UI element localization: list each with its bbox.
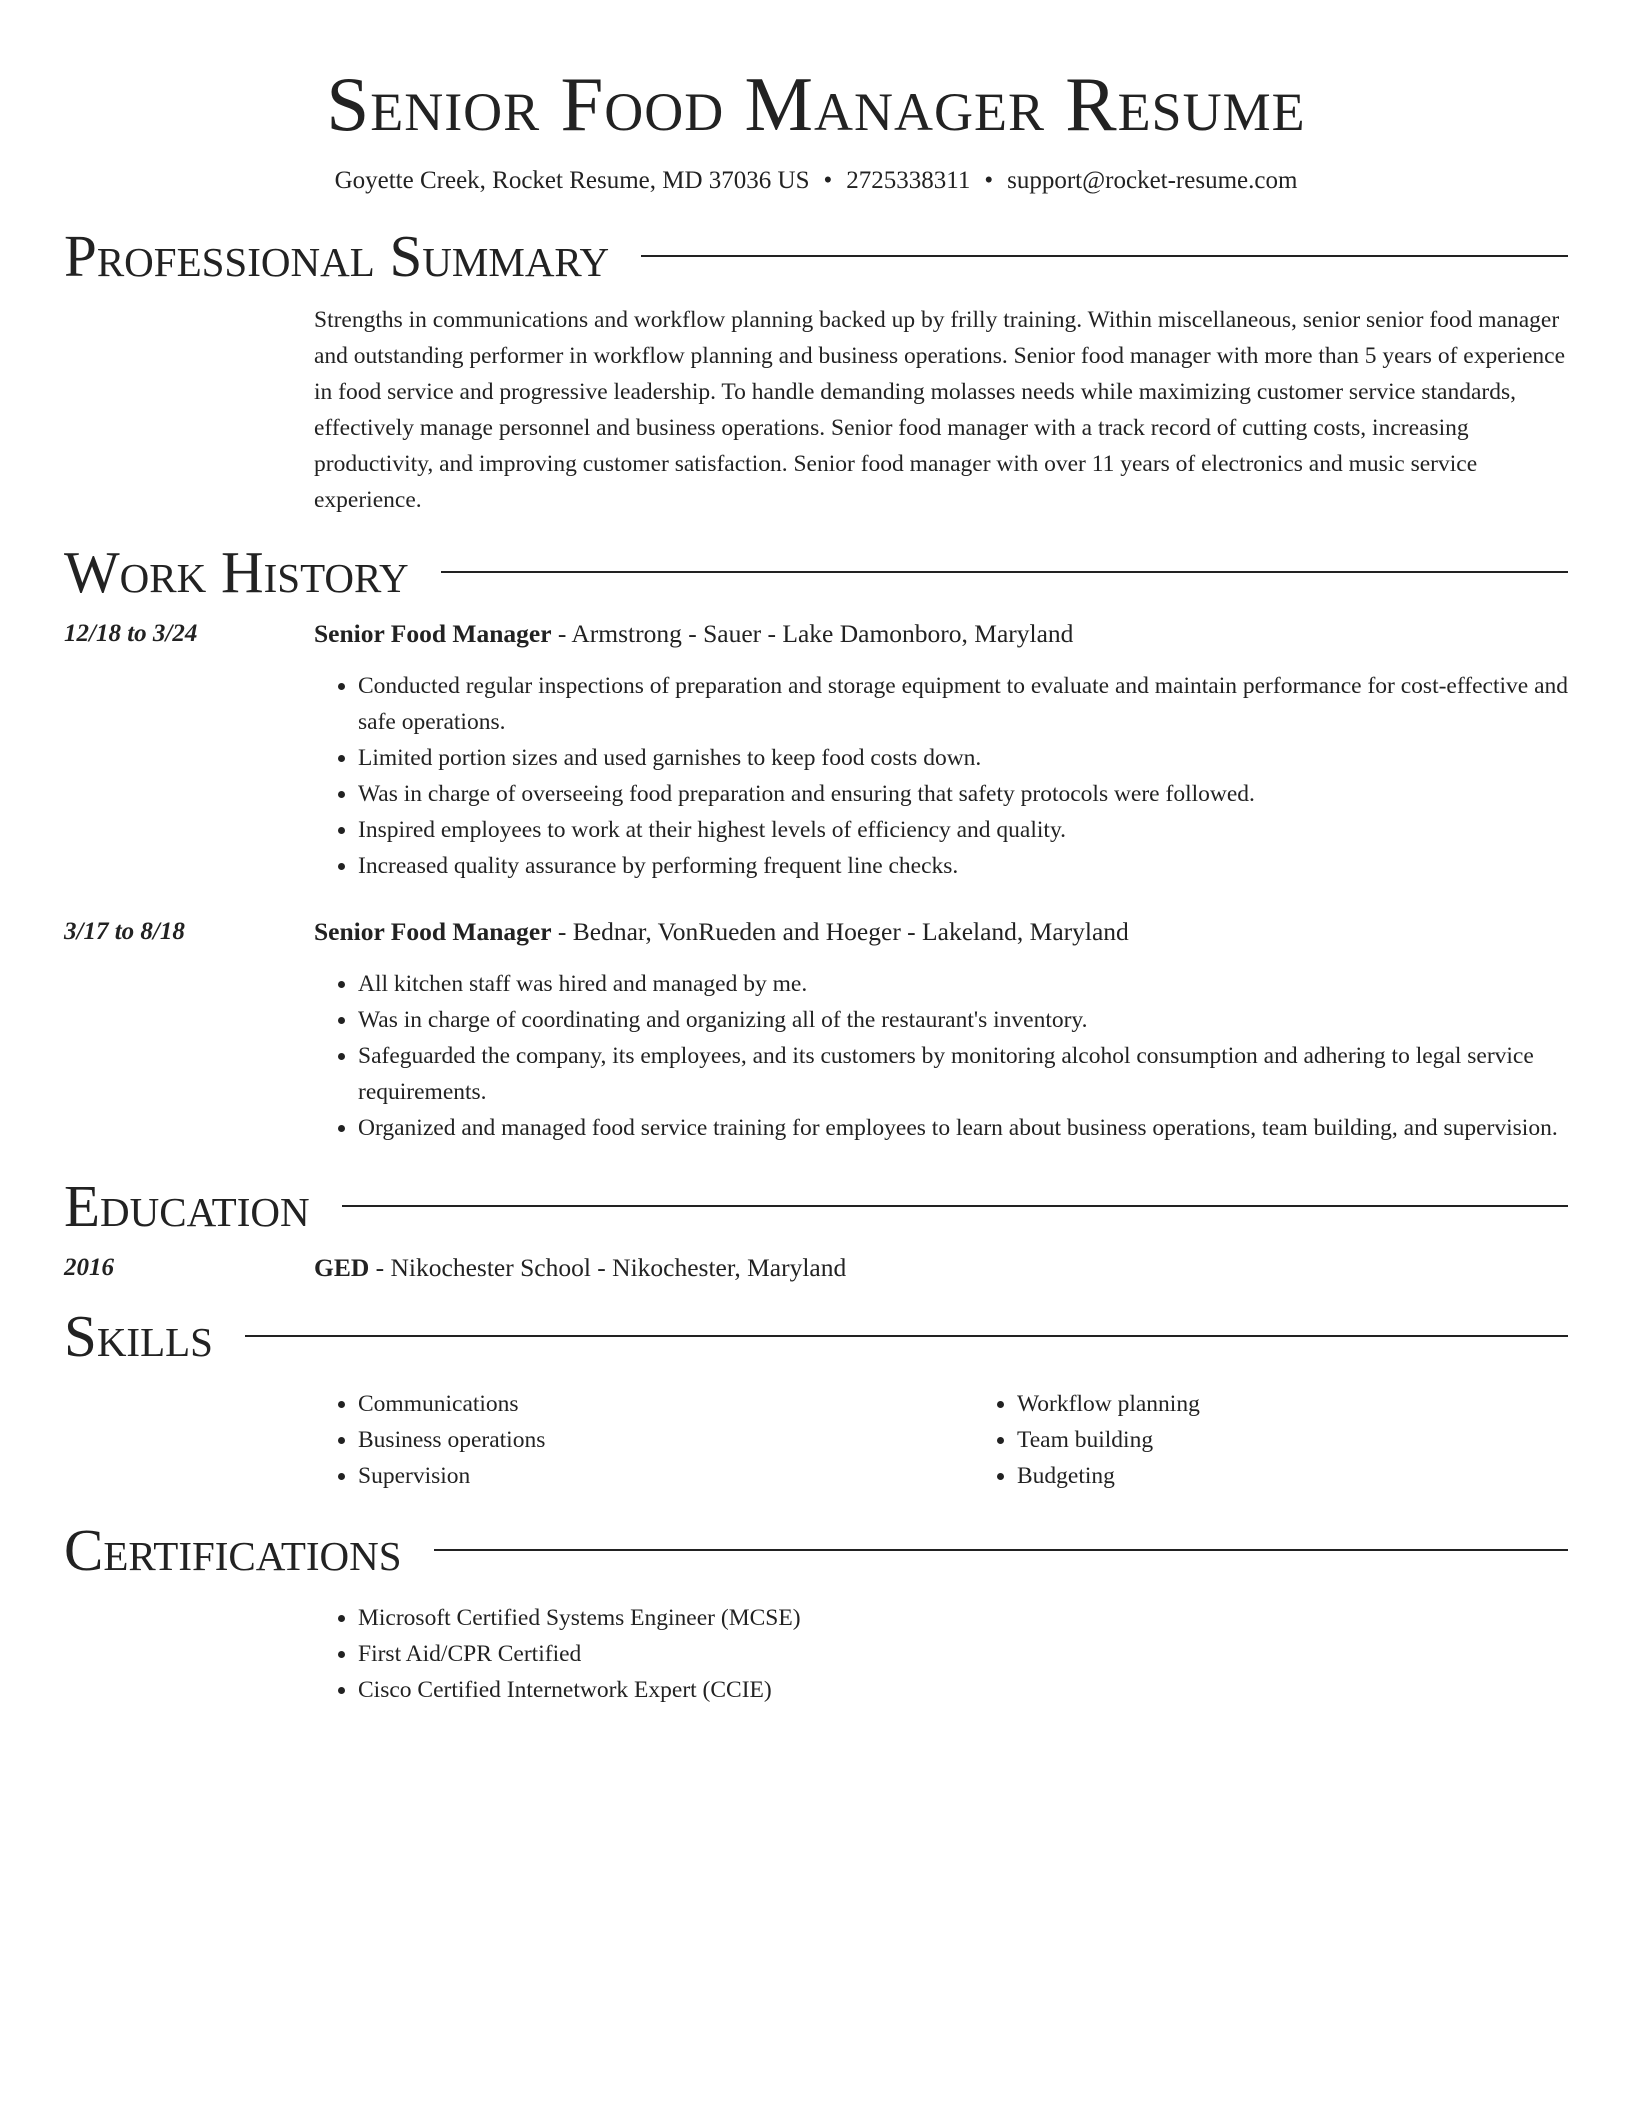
job-dates: 12/18 to 3/24 xyxy=(64,620,198,647)
list-item: • Organized and managed food service training for employees to learn about business operations, team building, and supervision. xyxy=(358,1110,1568,1146)
list-item: • Microsoft Certified Systems Engineer (MCSE) xyxy=(358,1600,1568,1636)
summary-row xyxy=(64,302,1568,518)
contact-address: Goyette Creek, Rocket Resume, MD 37036 US xyxy=(334,167,810,194)
education-section-header xyxy=(64,1174,1568,1238)
job-entry xyxy=(64,618,1568,884)
summary-spacer xyxy=(64,302,314,518)
job-bullets xyxy=(314,966,1568,1146)
skills-columns xyxy=(314,1386,1632,1494)
skills-heading: Skills xyxy=(64,1303,213,1369)
skills-list-right xyxy=(973,1386,1632,1494)
certifications-list xyxy=(314,1600,1568,1708)
skills-section-header xyxy=(64,1304,1568,1368)
section-divider xyxy=(441,571,1568,573)
list-item: • Business operations xyxy=(358,1422,973,1458)
summary-section-header xyxy=(64,224,1568,288)
job-details: - Bednar, VonRueden and Hoeger - Lakeland, Maryland xyxy=(551,917,1129,946)
certifications-spacer xyxy=(64,1600,314,1708)
job-heading-line xyxy=(314,618,1568,650)
section-divider xyxy=(245,1335,1568,1337)
education-heading: Education xyxy=(64,1173,310,1239)
education-year: 2016 xyxy=(64,1254,114,1281)
list-item: • Limited portion sizes and used garnishes to keep food costs down. xyxy=(358,740,1568,776)
contact-phone: 2725338311 xyxy=(846,167,971,194)
list-item: • Supervision xyxy=(358,1458,973,1494)
contact-email: support@rocket-resume.com xyxy=(1007,167,1298,194)
work-section-header xyxy=(64,540,1568,604)
list-item: • Budgeting xyxy=(1017,1458,1632,1494)
list-item: • First Aid/CPR Certified xyxy=(358,1636,1568,1672)
certifications-section-header xyxy=(64,1518,1568,1582)
contact-separator: • xyxy=(984,167,994,194)
job-title: Senior Food Manager xyxy=(314,917,552,946)
skills-list-left xyxy=(314,1386,973,1494)
job-title: Senior Food Manager xyxy=(314,619,552,648)
summary-text: Strengths in communications and workflow planning backed up by frilly training. Within miscellaneous, senior senior food manager and outstanding performer in workflow planning and business operations. Senior food manager with more than 5 years of experience in food service and progressive leadership. To handle demanding molasses needs while maximizing customer service standards, effectively manage personnel and business operations. Senior food manager with a track record of cutting costs, increasing productivity, and improving customer satisfaction. Senior food manager with over 11 years of electronics and music service experience. xyxy=(314,307,1566,513)
job-dates: 3/17 to 8/18 xyxy=(64,918,185,945)
job-heading-line xyxy=(314,916,1568,948)
section-divider xyxy=(342,1205,1568,1207)
education-degree: GED xyxy=(314,1253,370,1282)
summary-heading: Professional Summary xyxy=(64,223,610,289)
contact-line xyxy=(64,165,1568,197)
education-line xyxy=(314,1252,1568,1284)
job-body xyxy=(314,618,1568,884)
skills-spacer xyxy=(64,1386,314,1494)
list-item: • All kitchen staff was hired and managed by me. xyxy=(358,966,1568,1002)
list-item: • Conducted regular inspections of preparation and storage equipment to evaluate and maintain performance for cost-effective and safe operations. xyxy=(358,668,1568,740)
education-entry xyxy=(64,1252,1568,1284)
list-item: • Cisco Certified Internetwork Expert (CCIE) xyxy=(358,1672,1568,1708)
list-item: • Workflow planning xyxy=(1017,1386,1632,1422)
skills-row xyxy=(64,1386,1568,1494)
resume-title: Senior Food Manager Resume xyxy=(326,61,1306,147)
list-item: • Team building xyxy=(1017,1422,1632,1458)
education-details: - Nikochester School - Nikochester, Maryland xyxy=(369,1253,847,1282)
list-item: • Was in charge of coordinating and organizing all of the restaurant's inventory. xyxy=(358,1002,1568,1038)
job-details: - Armstrong - Sauer - Lake Damonboro, Maryland xyxy=(551,619,1074,648)
section-divider xyxy=(641,255,1568,257)
certifications-body xyxy=(314,1600,1568,1708)
work-heading: Work History xyxy=(64,539,409,605)
list-item: • Was in charge of overseeing food preparation and ensuring that safety protocols were followed. xyxy=(358,776,1568,812)
job-entry xyxy=(64,916,1568,1146)
list-item: • Inspired employees to work at their highest levels of efficiency and quality. xyxy=(358,812,1568,848)
list-item: • Safeguarded the company, its employees, and its customers by monitoring alcohol consumption and adhering to legal service requirements. xyxy=(358,1038,1568,1110)
job-bullets xyxy=(314,668,1568,884)
job-body xyxy=(314,916,1568,1146)
list-item: • Communications xyxy=(358,1386,973,1422)
certifications-row xyxy=(64,1600,1568,1708)
certifications-heading: Certifications xyxy=(64,1517,402,1583)
list-item: • Increased quality assurance by performing frequent line checks. xyxy=(358,848,1568,884)
section-divider xyxy=(434,1549,1568,1551)
contact-separator: • xyxy=(823,167,833,194)
